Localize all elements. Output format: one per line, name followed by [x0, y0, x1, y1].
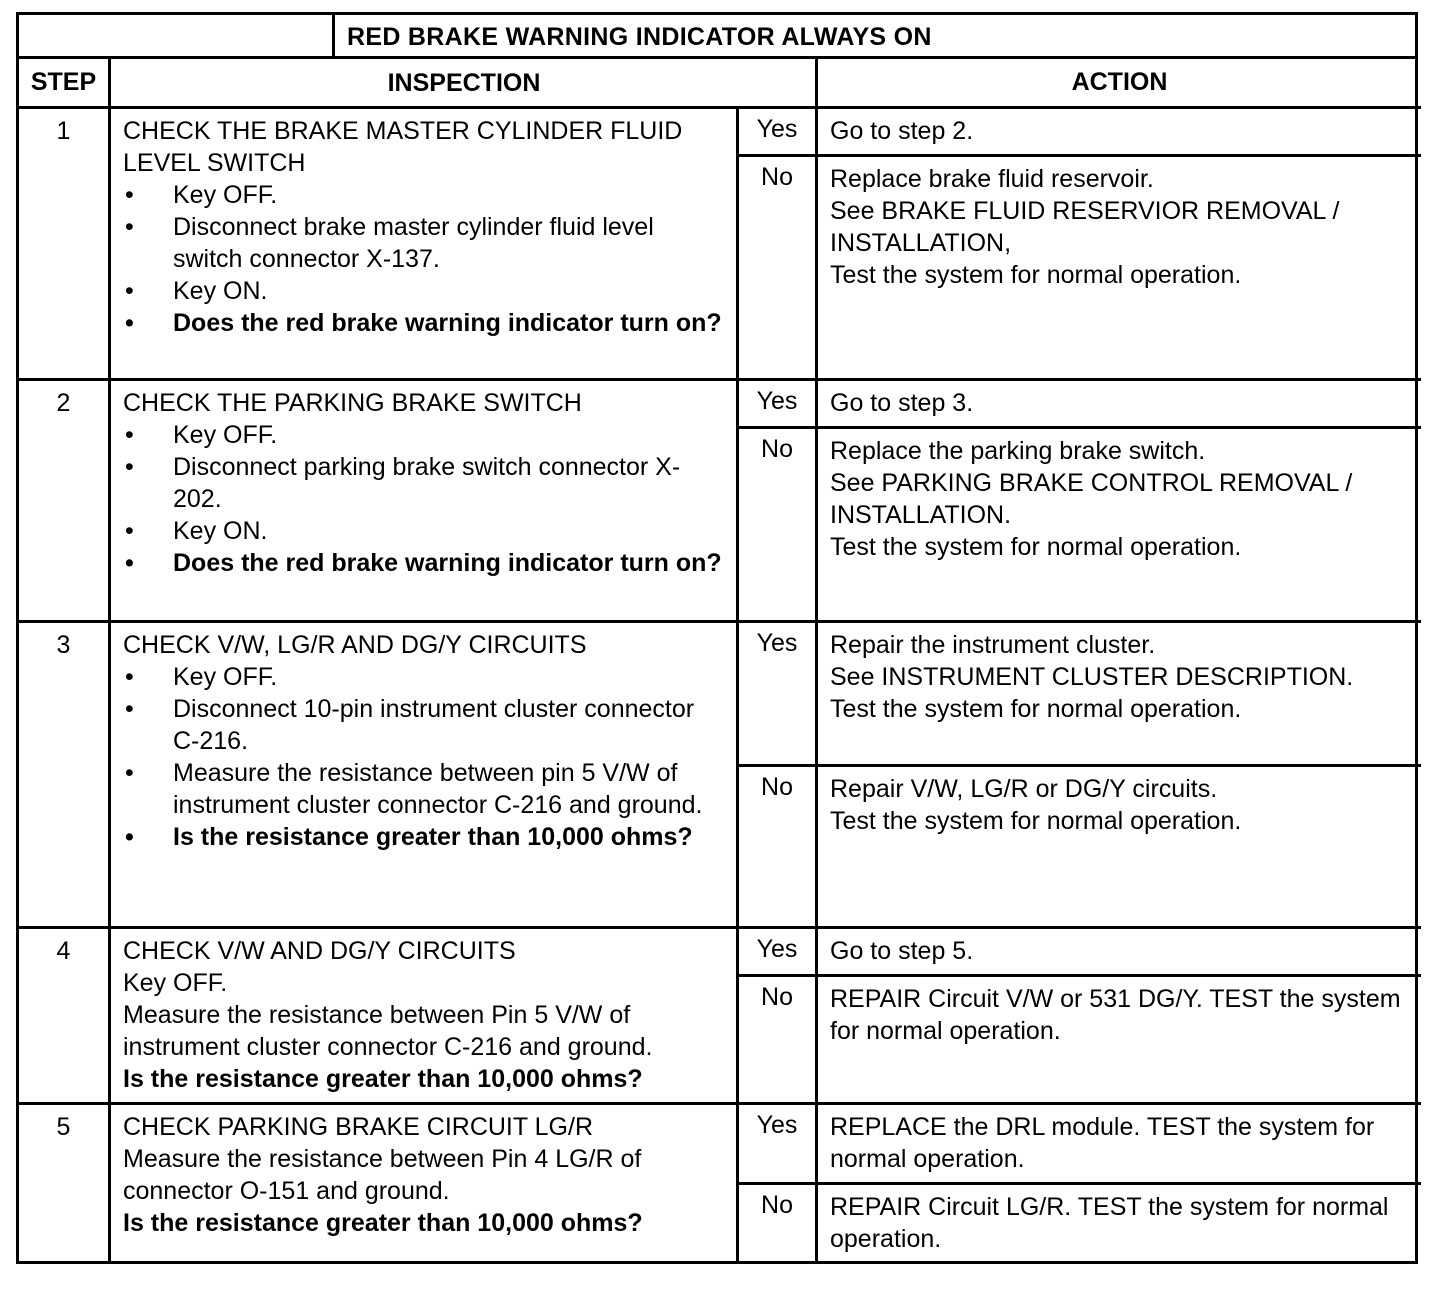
no-action: REPAIR Circuit V/W or 531 DG/Y. TEST the system for normal operation. [830, 985, 1401, 1045]
step-number: 5 [19, 1105, 111, 1261]
no-label: No [739, 429, 818, 620]
no-label: No [739, 977, 818, 1102]
no-action: Replace the parking brake switch. See PARKING BRAKE CONTROL REMOVAL / INSTALLATION. Test the system for normal operation. [830, 437, 1353, 561]
title-blank-cell [19, 15, 335, 56]
result-no [739, 767, 1421, 926]
no-label: No [739, 157, 818, 378]
yes-action: Go to step 3. [830, 389, 974, 417]
inspection-question: Is the resistance greater than 10,000 ohms? [123, 1209, 643, 1237]
inspection-bullets [123, 179, 726, 339]
result-no [739, 1185, 1421, 1261]
inspection-text: Key OFF. Measure the resistance between Pin 5 V/W of instrument cluster connector C-216 and ground. [123, 969, 653, 1061]
diagnostic-table [16, 12, 1418, 1264]
inspection-text: Measure the resistance between Pin 4 LG/R of connector O-151 and ground. [123, 1145, 642, 1205]
inspection-heading: CHECK V/W AND DG/Y CIRCUITS [123, 937, 516, 965]
result-yes [739, 1105, 1421, 1185]
result-cell [739, 1105, 1421, 1261]
no-action: Replace brake fluid reservoir. See BRAKE FLUID RESERVIOR REMOVAL / INSTALLATION, Test the system for normal operation. [830, 165, 1340, 289]
step-number: 1 [19, 109, 111, 381]
bullet-item: • Key OFF. [123, 179, 726, 211]
no-label: No [739, 1185, 818, 1261]
inspection-question: Is the resistance greater than 10,000 ohms? [123, 1065, 643, 1093]
bullet-item: • Key OFF. [123, 661, 726, 693]
bullet-item: • Key OFF. [123, 419, 726, 451]
yes-action: Repair the instrument cluster. See INSTRUMENT CLUSTER DESCRIPTION. Test the system for normal operation. [830, 631, 1354, 723]
inspection-bullets [123, 661, 726, 853]
yes-action: Go to step 2. [830, 117, 974, 145]
yes-label: Yes [739, 381, 818, 426]
result-cell [739, 109, 1421, 381]
bullet-item: • Disconnect brake master cylinder fluid level switch connector X-137. [123, 211, 726, 275]
bullet-item: • Key ON. [123, 515, 726, 547]
inspection-heading: CHECK THE BRAKE MASTER CYLINDER FLUID LEVEL SWITCH [123, 117, 683, 177]
result-cell [739, 929, 1421, 1105]
result-no [739, 157, 1421, 378]
inspection-cell [111, 929, 739, 1105]
step-number: 2 [19, 381, 111, 623]
bullet-item: • Key ON. [123, 275, 726, 307]
yes-label: Yes [739, 109, 818, 154]
table-body [16, 59, 1418, 1264]
header-action: ACTION [818, 59, 1421, 109]
inspection-cell [111, 109, 739, 381]
result-yes [739, 623, 1421, 767]
bullet-item: • Disconnect parking brake switch connector X-202. [123, 451, 726, 515]
yes-label: Yes [739, 1105, 818, 1182]
no-label: No [739, 767, 818, 926]
yes-action: Go to step 5. [830, 937, 974, 965]
no-action: REPAIR Circuit LG/R. TEST the system for normal operation. [830, 1193, 1389, 1253]
result-cell [739, 623, 1421, 929]
inspection-heading: CHECK V/W, LG/R AND DG/Y CIRCUITS [123, 631, 587, 659]
yes-label: Yes [739, 623, 818, 764]
inspection-question: • Does the red brake warning indicator turn on? [123, 307, 726, 339]
result-yes [739, 381, 1421, 429]
result-yes [739, 109, 1421, 157]
bullet-item: • Disconnect 10-pin instrument cluster connector C-216. [123, 693, 726, 757]
no-action: Repair V/W, LG/R or DG/Y circuits. Test the system for normal operation. [830, 775, 1242, 835]
inspection-question: • Is the resistance greater than 10,000 ohms? [123, 821, 726, 853]
result-yes [739, 929, 1421, 977]
result-cell [739, 381, 1421, 623]
result-no [739, 429, 1421, 620]
inspection-cell [111, 381, 739, 623]
inspection-heading: CHECK THE PARKING BRAKE SWITCH [123, 389, 582, 417]
title-bar [16, 12, 1418, 59]
bullet-item: • Measure the resistance between pin 5 V/W of instrument cluster connector C-216 and ground. [123, 757, 726, 821]
inspection-cell [111, 1105, 739, 1261]
inspection-question: • Does the red brake warning indicator turn on? [123, 547, 726, 579]
header-step: STEP [19, 59, 111, 109]
inspection-bullets [123, 419, 726, 579]
step-number: 4 [19, 929, 111, 1105]
result-no [739, 977, 1421, 1102]
yes-label: Yes [739, 929, 818, 974]
yes-action: REPLACE the DRL module. TEST the system for normal operation. [830, 1113, 1375, 1173]
table-title: RED BRAKE WARNING INDICATOR ALWAYS ON [347, 23, 932, 51]
inspection-heading: CHECK PARKING BRAKE CIRCUIT LG/R [123, 1113, 593, 1141]
inspection-cell [111, 623, 739, 929]
step-number: 3 [19, 623, 111, 929]
header-inspection: INSPECTION [111, 59, 818, 109]
